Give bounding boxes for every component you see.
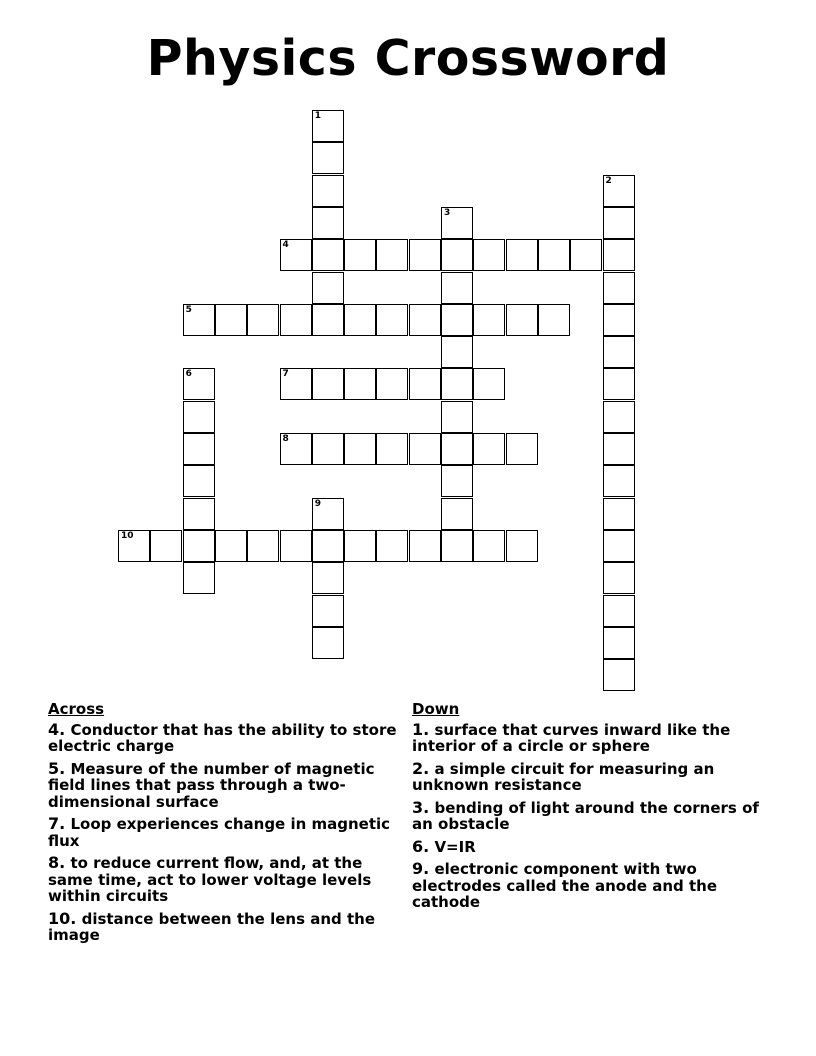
grid-cell[interactable]: [312, 562, 344, 594]
across-clues: [48, 701, 408, 950]
down-clue-1: [412, 719, 782, 755]
grid-cell[interactable]: [603, 627, 635, 659]
grid-cell[interactable]: [247, 304, 279, 336]
grid-cell[interactable]: [344, 530, 376, 562]
grid-cell[interactable]: [312, 272, 344, 304]
clue-number: 3.: [412, 797, 430, 817]
grid-cell[interactable]: [441, 207, 473, 239]
down-clue-2: [412, 758, 782, 794]
grid-cell[interactable]: [603, 239, 635, 271]
across-clue-5: [48, 758, 408, 811]
grid-cell[interactable]: [312, 433, 344, 465]
grid-cell-number: 5: [185, 304, 192, 315]
across-clue-8: [48, 855, 408, 905]
grid-cell[interactable]: [441, 530, 473, 562]
grid-cell[interactable]: [409, 239, 441, 271]
across-heading: Across: [48, 700, 105, 718]
clue-number: 10.: [48, 908, 77, 928]
grid-cell[interactable]: [473, 239, 505, 271]
grid-cell[interactable]: [280, 239, 312, 271]
grid-cell-number: 4: [282, 240, 289, 251]
grid-cell-number: 2: [605, 175, 612, 186]
grid-cell[interactable]: [603, 659, 635, 691]
grid-cell[interactable]: [570, 239, 602, 271]
grid-cell[interactable]: [409, 433, 441, 465]
grid-cell[interactable]: [312, 498, 344, 530]
grid-cell[interactable]: [603, 465, 635, 497]
grid-cell[interactable]: [473, 368, 505, 400]
grid-cell-number: 6: [185, 369, 192, 380]
clue-text: Loop experiences change in magnetic flux: [48, 815, 391, 850]
grid-cell[interactable]: [376, 368, 408, 400]
grid-cell[interactable]: [603, 433, 635, 465]
grid-cell[interactable]: [376, 304, 408, 336]
grid-cell[interactable]: [506, 530, 538, 562]
grid-cell[interactable]: [473, 304, 505, 336]
down-clue-3: [412, 797, 782, 833]
grid-cell[interactable]: [312, 627, 344, 659]
grid-cell[interactable]: [280, 368, 312, 400]
grid-cell[interactable]: [312, 110, 344, 142]
grid-cell[interactable]: [441, 368, 473, 400]
grid-cell[interactable]: [312, 595, 344, 627]
grid-cell[interactable]: [603, 401, 635, 433]
grid-cell[interactable]: [376, 239, 408, 271]
grid-cell[interactable]: [603, 530, 635, 562]
grid-cell[interactable]: [118, 530, 150, 562]
grid-cell[interactable]: [506, 304, 538, 336]
grid-cell[interactable]: [409, 304, 441, 336]
clue-text: to reduce current flow, and, at the same time, act to lower voltage levels within circuits: [48, 854, 372, 905]
clue-text: V=IR: [434, 837, 476, 856]
grid-cell[interactable]: [183, 401, 215, 433]
grid-cell-number: 7: [282, 369, 289, 380]
grid-cell[interactable]: [376, 433, 408, 465]
grid-cell[interactable]: [506, 239, 538, 271]
clue-number: 6.: [412, 836, 430, 856]
clue-text: distance between the lens and the image: [48, 909, 376, 944]
grid-cell[interactable]: [441, 239, 473, 271]
clue-text: bending of light around the corners of an obstacle: [412, 798, 759, 833]
down-clue-9: [412, 861, 782, 911]
grid-cell-number: 1: [314, 111, 322, 121]
clue-text: electronic component with two electrodes called the anode and the cathode: [412, 860, 718, 911]
grid-cell[interactable]: [603, 175, 635, 207]
grid-cell[interactable]: [280, 530, 312, 562]
grid-cell[interactable]: [344, 239, 376, 271]
grid-cell[interactable]: [312, 368, 344, 400]
grid-cell[interactable]: [183, 530, 215, 562]
across-clue-4: [48, 719, 408, 755]
grid-cell-number: 9: [314, 498, 322, 509]
grid-cell[interactable]: [441, 336, 473, 368]
clue-text: Measure of the number of magnetic field lines that pass through a two-dimensional surface: [48, 759, 375, 811]
grid-cell[interactable]: [183, 498, 215, 530]
across-clue-10: [48, 908, 408, 944]
clue-number: 5.: [48, 758, 66, 778]
grid-cell[interactable]: [441, 433, 473, 465]
grid-cell[interactable]: [603, 498, 635, 530]
grid-cell[interactable]: [183, 368, 215, 400]
clue-number: 1.: [412, 719, 430, 739]
grid-cell[interactable]: [312, 304, 344, 336]
grid-cell[interactable]: [603, 304, 635, 336]
page-title: Physics Crossword: [146, 30, 670, 87]
grid-cell[interactable]: [150, 530, 182, 562]
grid-cell[interactable]: [183, 465, 215, 497]
grid-cell[interactable]: [215, 530, 247, 562]
clue-number: 2.: [412, 758, 430, 778]
grid-cell[interactable]: [603, 595, 635, 627]
down-clues: [412, 701, 782, 917]
grid-cell[interactable]: [603, 562, 635, 594]
down-heading: Down: [412, 700, 460, 718]
grid-cell[interactable]: [376, 530, 408, 562]
grid-cell[interactable]: [280, 433, 312, 465]
grid-cell[interactable]: [441, 304, 473, 336]
clue-number: 9.: [412, 859, 430, 878]
grid-cell-number: 3: [444, 207, 451, 218]
across-clue-7: [48, 816, 408, 849]
clue-text: Conductor that has the ability to store electric charge: [48, 720, 397, 755]
grid-cell[interactable]: [215, 304, 247, 336]
grid-cell[interactable]: [441, 272, 473, 304]
grid-cell[interactable]: [344, 433, 376, 465]
grid-cell[interactable]: [183, 562, 215, 594]
grid-cell[interactable]: [603, 336, 635, 368]
grid-cell[interactable]: [603, 368, 635, 400]
grid-cell[interactable]: [603, 207, 635, 239]
grid-cell[interactable]: [473, 530, 505, 562]
grid-cell[interactable]: [312, 530, 344, 562]
grid-cell-number: 8: [282, 434, 289, 444]
grid-cell[interactable]: [603, 272, 635, 304]
grid-cell[interactable]: [344, 368, 376, 400]
clue-text: surface that curves inward like the interior of a circle or sphere: [412, 720, 731, 755]
clue-number: 7.: [48, 814, 66, 833]
grid-cell[interactable]: [183, 304, 215, 336]
clue-number: 4.: [48, 719, 66, 739]
grid-cell[interactable]: [280, 304, 312, 336]
grid-cell-number: 10: [121, 530, 134, 541]
grid-cell[interactable]: [247, 530, 279, 562]
grid-cell[interactable]: [538, 304, 570, 336]
grid-cell[interactable]: [473, 433, 505, 465]
down-clue-6: [412, 836, 782, 856]
clue-number: 8.: [48, 853, 66, 872]
grid-cell[interactable]: [183, 433, 215, 465]
clue-text: a simple circuit for measuring an unknown resistance: [412, 759, 715, 794]
grid-cell[interactable]: [312, 207, 344, 239]
grid-cell[interactable]: [506, 433, 538, 465]
grid-cell[interactable]: [312, 239, 344, 271]
grid-cell[interactable]: [312, 142, 344, 174]
grid-cell[interactable]: [409, 368, 441, 400]
grid-cell[interactable]: [538, 239, 570, 271]
grid-cell[interactable]: [441, 498, 473, 530]
grid-cell[interactable]: [312, 175, 344, 207]
grid-cell[interactable]: [344, 304, 376, 336]
grid-cell[interactable]: [409, 530, 441, 562]
grid-cell[interactable]: [441, 401, 473, 433]
grid-cell[interactable]: [441, 465, 473, 497]
